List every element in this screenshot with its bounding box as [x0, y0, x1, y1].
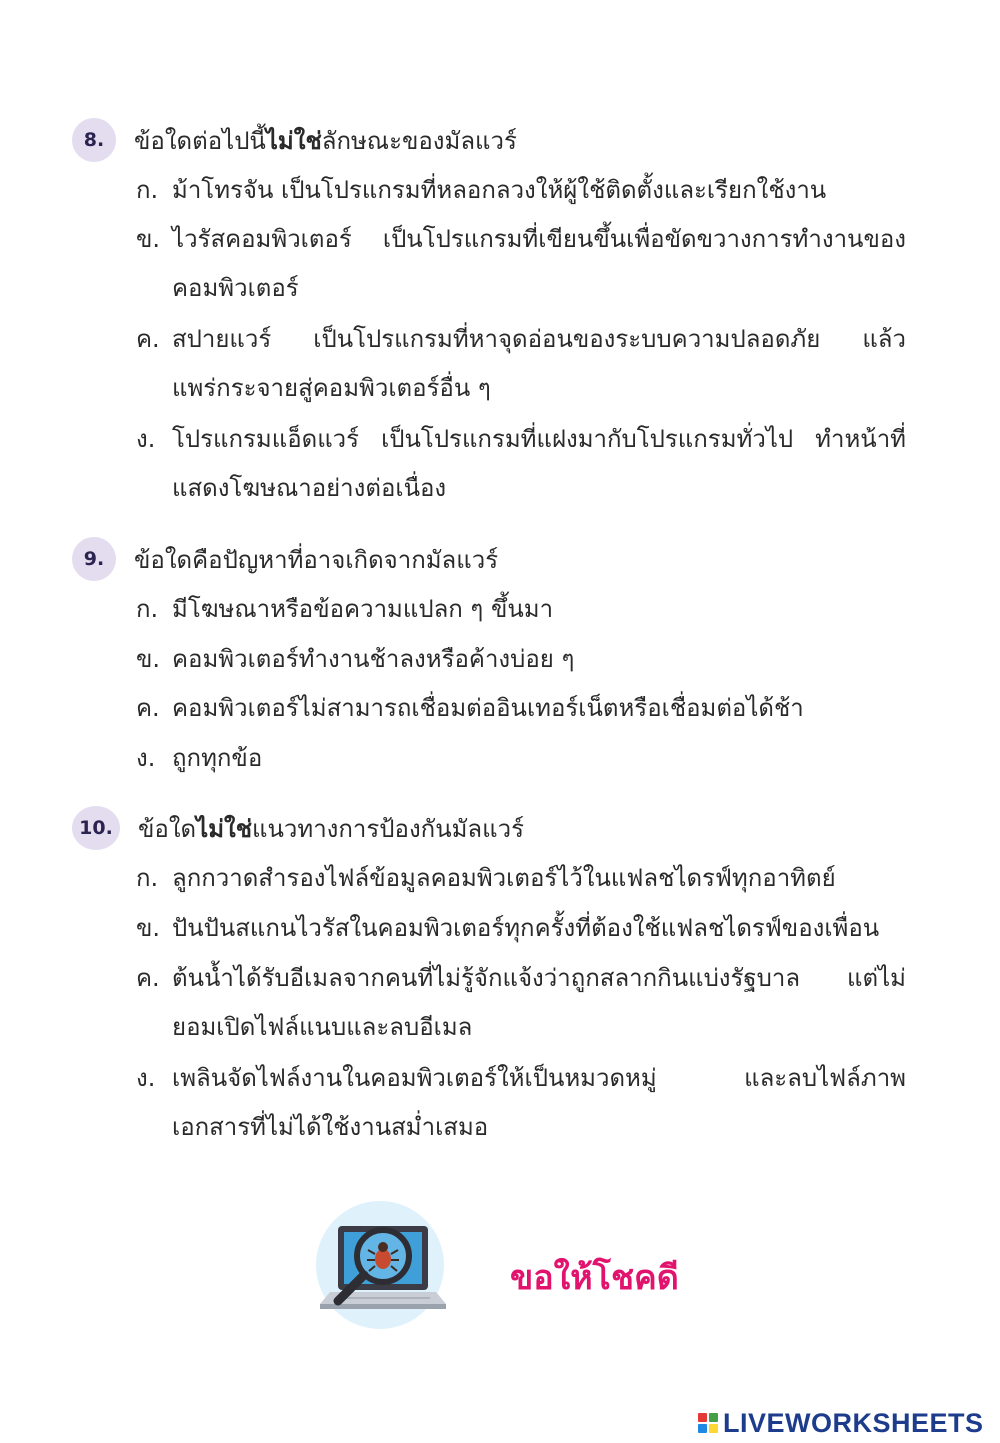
choice-label: ข. [136, 645, 161, 673]
choice-9-a [136, 585, 906, 634]
choice-label: ค. [136, 694, 160, 722]
choice-text-continued: แพร่กระจายสู่คอมพิวเตอร์อื่น ๆ [172, 374, 491, 402]
emphasis-text: ไม่ใช่ [196, 814, 253, 843]
choice-text: ไวรัสคอมพิวเตอร์ เป็นโปรแกรมที่เขียนขึ้นเพื่อขัดขวางการทำงานของ [172, 225, 906, 253]
logo-squares-icon [698, 1413, 718, 1433]
choice-9-b [136, 635, 906, 684]
good-luck-text: ขอให้โชคดี [510, 1258, 679, 1298]
choice-text: โปรแกรมแอ็ดแวร์ เป็นโปรแกรมที่แฝงมากับโปรแกรมทั่วไป ทำหน้าที่ [172, 425, 906, 453]
question-header [72, 537, 498, 581]
choice-label: ง. [136, 744, 156, 772]
choice-label: ง. [136, 425, 156, 453]
laptop-magnifier-bug-illustration [300, 1200, 465, 1340]
choice-label: ค. [136, 964, 160, 992]
choice-text: เพลินจัดไฟล์งานในคอมพิวเตอร์ให้เป็นหมวดหมู่ และลบไฟล์ภาพ [172, 1064, 906, 1092]
question-text: ข้อใดคือปัญหาที่อาจเกิดจากมัลแวร์ [134, 545, 499, 574]
choice-text-continued: ยอมเปิดไฟล์แนบและลบอีเมล [172, 1013, 473, 1041]
question-number-badge: 10. [72, 806, 120, 850]
choice-10-c [136, 954, 906, 1052]
choice-text: ถูกทุกข้อ [172, 744, 263, 772]
choice-8-d [136, 415, 906, 513]
choice-10-d [136, 1054, 906, 1152]
choice-8-a [136, 166, 906, 215]
choice-text: ปันปันสแกนไวรัสในคอมพิวเตอร์ทุกครั้งที่ต้องใช้แฟลชไดรฟ์ของเพื่อน [172, 914, 880, 942]
question-number-badge: 8. [72, 118, 116, 162]
choice-text: ลูกกวาดสำรองไฟล์ข้อมูลคอมพิวเตอร์ไว้ในแฟลชไดรฟ์ทุกอาทิตย์ [172, 864, 836, 892]
choice-text: ม้าโทรจัน เป็นโปรแกรมที่หลอกลวงให้ผู้ใช้ติดตั้งและเรียกใช้งาน [172, 176, 827, 204]
choice-text: สปายแวร์ เป็นโปรแกรมที่หาจุดอ่อนของระบบความปลอดภัย แล้ว [172, 325, 906, 353]
choice-label: ก. [136, 864, 159, 892]
choice-label: ค. [136, 325, 160, 353]
question-header [72, 118, 517, 162]
choice-9-d [136, 734, 906, 783]
choice-10-b [136, 904, 906, 953]
laptop-bug-icon [300, 1200, 465, 1340]
question-header [72, 806, 524, 850]
choice-text-continued: เอกสารที่ไม่ได้ใช้งานสม่ำเสมอ [172, 1113, 489, 1141]
question-number-badge: 9. [72, 537, 116, 581]
choice-text-continued: คอมพิวเตอร์ [172, 274, 299, 302]
choice-9-c [136, 684, 906, 733]
choice-8-b [136, 215, 906, 313]
choice-label: ก. [136, 176, 159, 204]
choice-10-a [136, 854, 906, 903]
choice-label: ก. [136, 595, 159, 623]
choice-label: ข. [136, 914, 161, 942]
choice-8-c [136, 315, 906, 413]
liveworksheets-logo [698, 1408, 984, 1438]
choice-label: ข. [136, 225, 161, 253]
question-text: ข้อใดต่อไปนี้ไม่ใช่ลักษณะของมัลแวร์ [134, 126, 517, 155]
choice-text: คอมพิวเตอร์ทำงานช้าลงหรือค้างบ่อย ๆ [172, 645, 575, 673]
brand-name: LIVEWORKSHEETS [723, 1407, 984, 1438]
choice-text-continued: แสดงโฆษณาอย่างต่อเนื่อง [172, 474, 447, 502]
choice-text: คอมพิวเตอร์ไม่สามารถเชื่อมต่ออินเทอร์เน็ตหรือเชื่อมต่อได้ช้า [172, 694, 804, 722]
choice-text: มีโฆษณาหรือข้อความแปลก ๆ ขึ้นมา [172, 595, 554, 623]
choice-text: ต้นน้ำได้รับอีเมลจากคนที่ไม่รู้จักแจ้งว่าถูกสลากกินแบ่งรัฐบาล แต่ไม่ [172, 964, 906, 992]
question-text: ข้อใดไม่ใช่แนวทางการป้องกันมัลแวร์ [138, 814, 524, 843]
emphasis-text: ไม่ใช่ [265, 126, 322, 155]
choice-label: ง. [136, 1064, 156, 1092]
